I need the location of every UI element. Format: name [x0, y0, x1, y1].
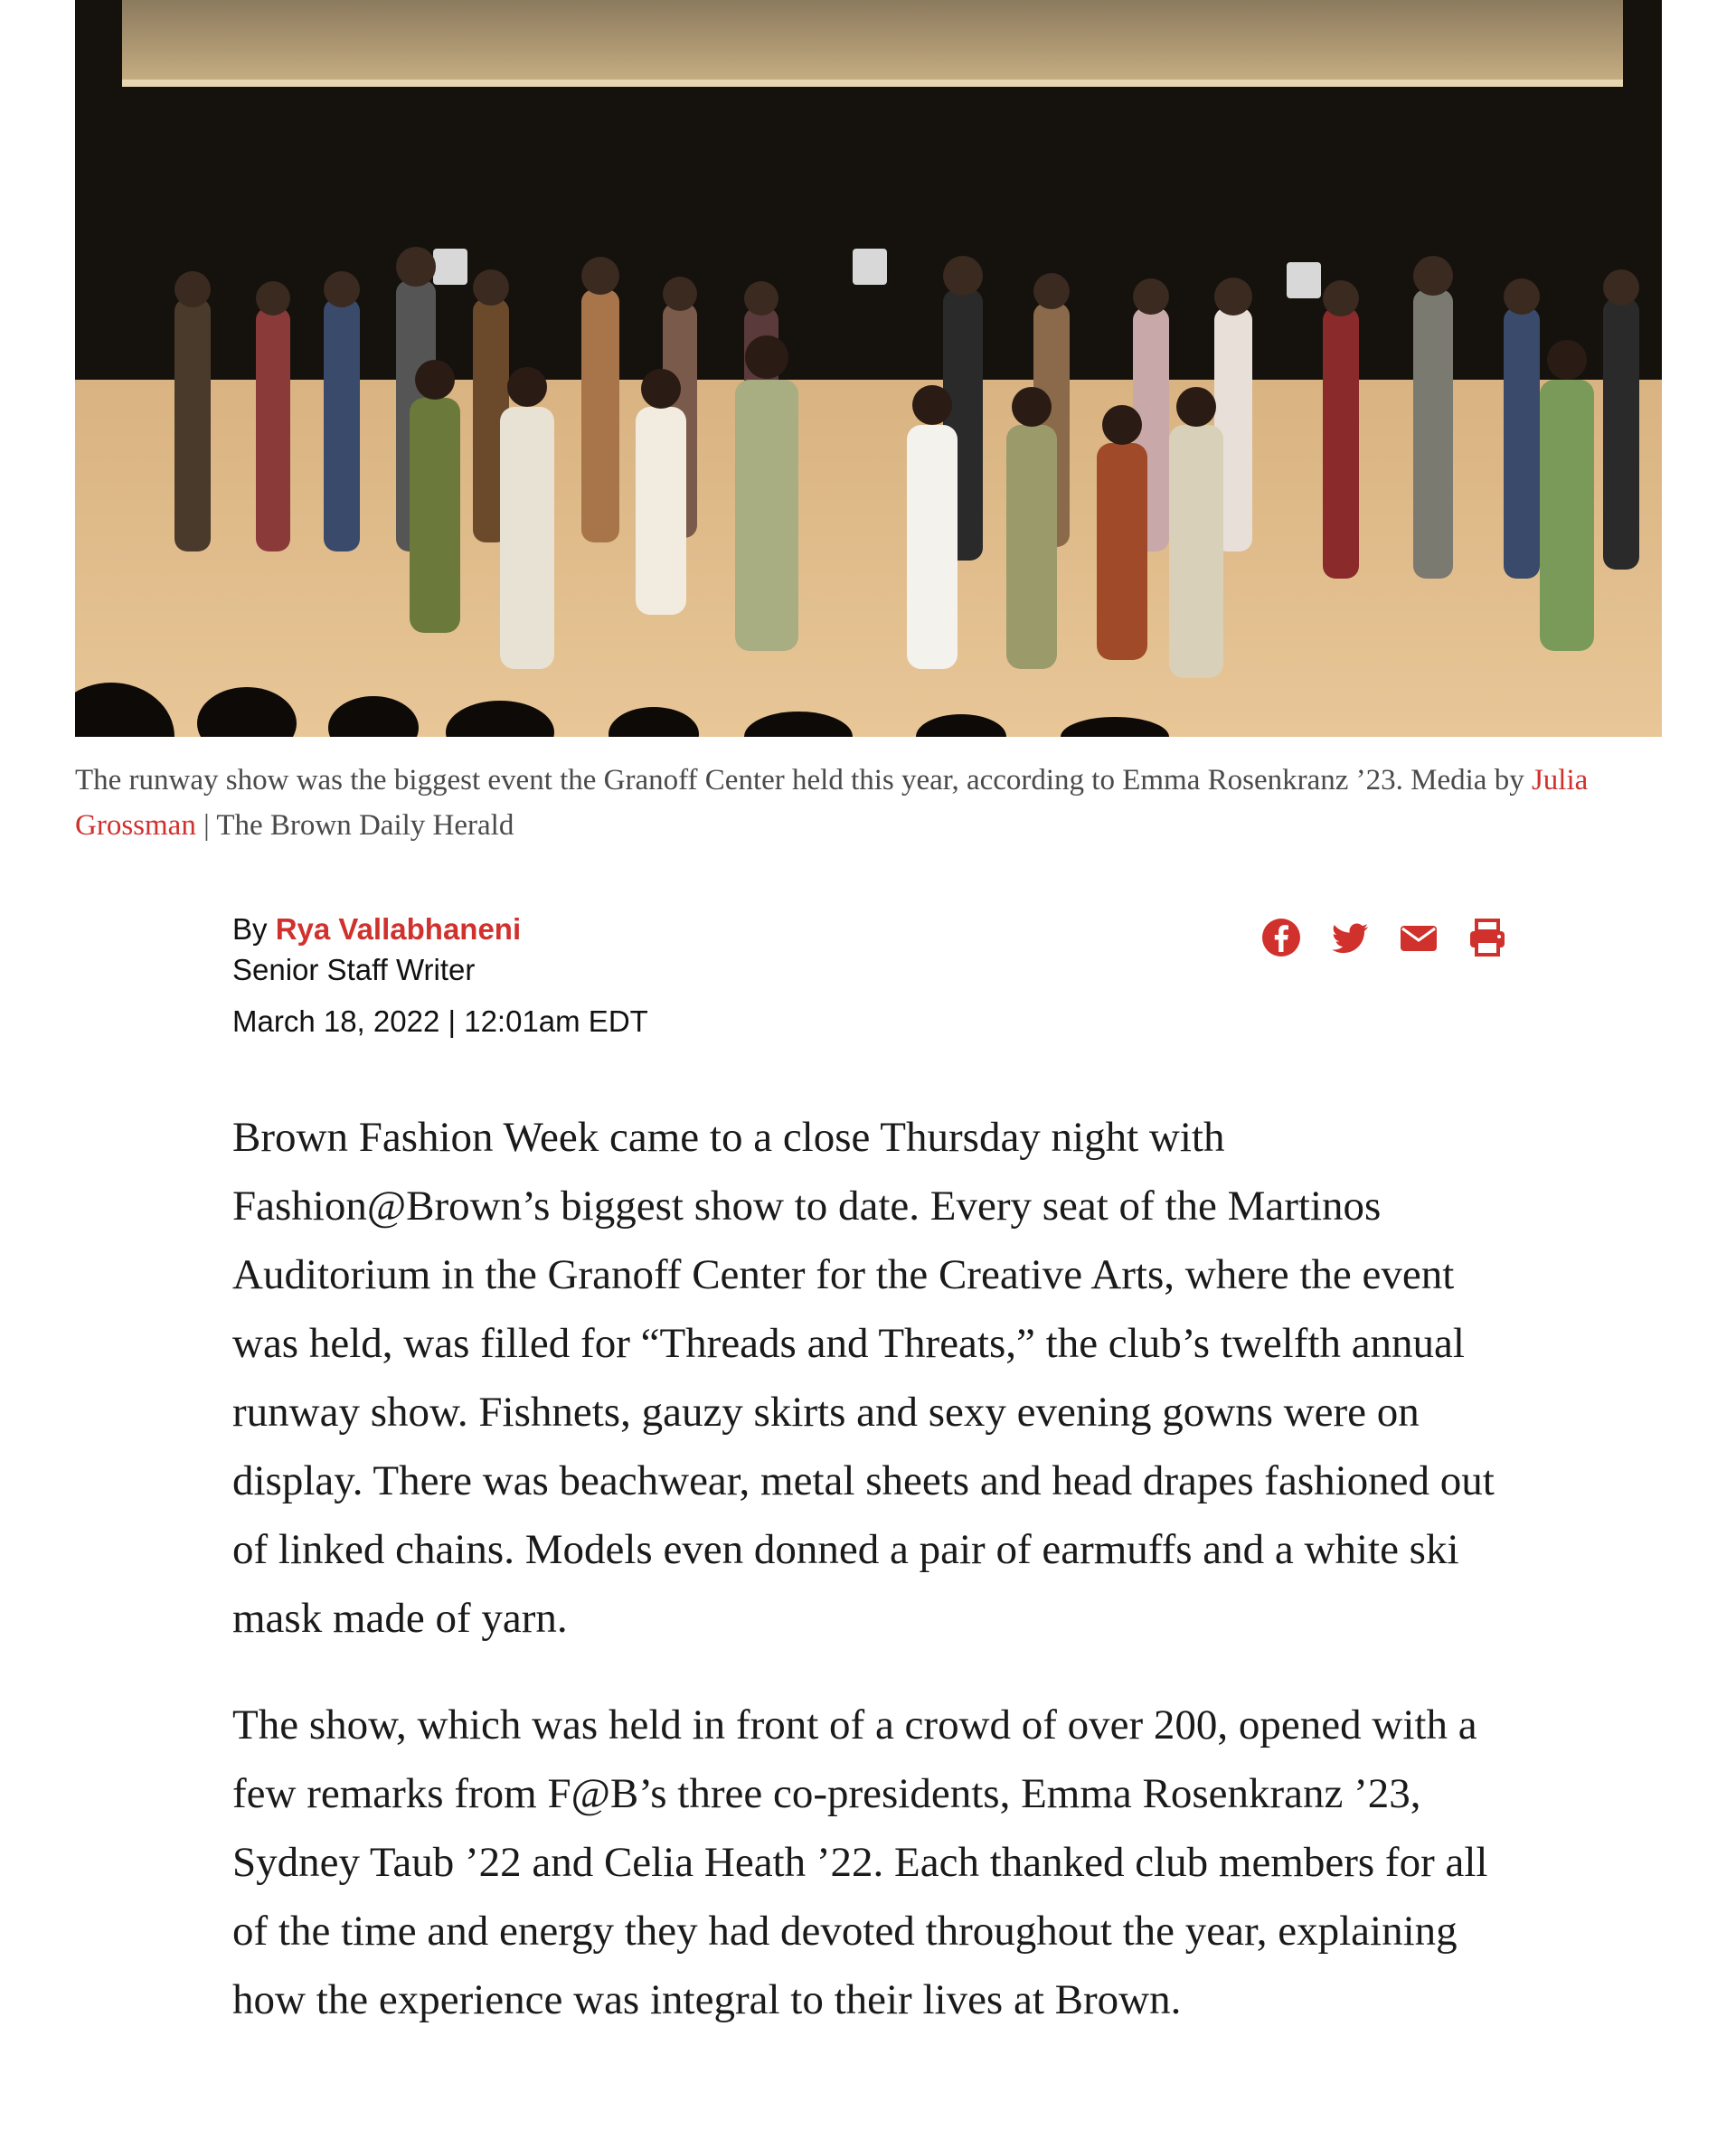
photo-credit-link[interactable]: Julia Grossman	[75, 764, 1589, 842]
hero-photo[interactable]	[75, 0, 1662, 737]
runway-stage-illustration	[75, 0, 1662, 737]
photo-caption	[75, 758, 1666, 848]
twitter-icon[interactable]	[1328, 916, 1372, 959]
caption-credit-source: | The Brown Daily Herald	[195, 809, 514, 842]
article-body	[232, 1103, 1516, 2072]
author-role: Senior Staff Writer	[232, 953, 476, 986]
article-paragraph: Brown Fashion Week came to a close Thursday night with Fashion@Brown’s biggest show to date. Every seat of the Martinos Auditorium in the Granoff Center for the Creative Arts, where the event was held, was filled for “Threads and Threats,” the club’s twelfth annual runway show. Fishnets, gauzy skirts and sexy evening gowns were on display. There was beachwear, metal sheets and head drapes fashioned out of linked chains. Models even donned a pair of earmuffs and a white ski mask made of yarn.	[232, 1114, 1495, 1642]
publish-date: March 18, 2022 | 12:01am EDT	[232, 1004, 648, 1038]
byline-prefix: By	[232, 912, 276, 946]
caption-text: The runway show was the biggest event the Granoff Center held this year, according to Emma Rosenkranz ’23. Media by	[75, 764, 1532, 796]
byline	[232, 909, 1046, 1042]
facebook-icon[interactable]	[1260, 916, 1303, 959]
share-bar	[1260, 915, 1509, 960]
article-paragraph: The show, which was held in front of a crowd of over 200, opened with a few remarks from F@B’s three co-presidents, Emma Rosenkranz ’23, Sydney Taub ’22 and Celia Heath ’22. Each thanked club members for all of the time and energy they had devoted throughout the year, explaining how the experience was integral to their lives at Brown.	[232, 1701, 1488, 2023]
email-icon[interactable]	[1397, 916, 1440, 959]
author-link[interactable]: Rya Vallabhaneni	[275, 912, 522, 946]
author-line	[232, 909, 1046, 949]
print-icon[interactable]	[1466, 916, 1509, 959]
